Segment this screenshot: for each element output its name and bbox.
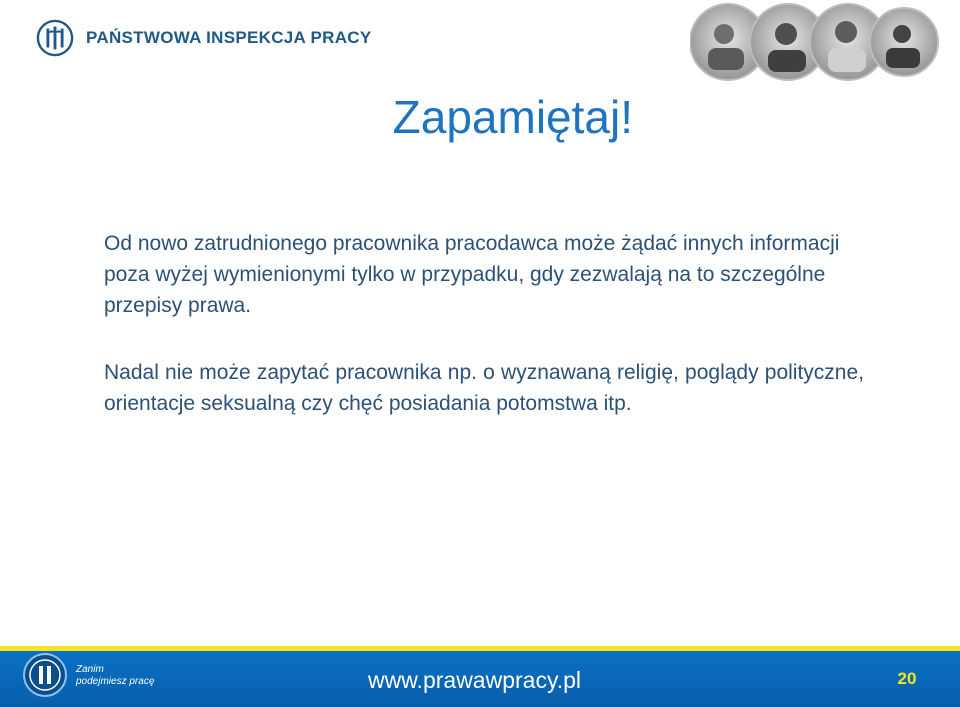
footer-logo-icon: [22, 652, 68, 698]
footer-url-link[interactable]: www.prawawpracy.pl: [368, 667, 582, 693]
header-logo: [36, 14, 372, 62]
paragraph: Nadal nie może zapytać pracownika np. o wyznawaną religię, poglądy polityczne, orientacje seksualną czy chęć posiadania potomstwa itp.: [104, 361, 864, 415]
org-name: PAŃSTWOWA INSPEKCJA PRACY: [86, 28, 372, 47]
photo-circle: [870, 8, 938, 76]
pip-logo-icon: [36, 19, 74, 57]
slide-title: Zapamiętaj!: [392, 91, 633, 143]
page-number: 20: [897, 669, 917, 688]
footer-tagline-line: podejmiesz pracę: [76, 676, 155, 687]
footer-tagline-line: Zanim: [76, 664, 104, 675]
footer-tagline: [76, 664, 154, 688]
paragraph: Od nowo zatrudnionego pracownika pracodawca może żądać innych informacji poza wyżej wymienionymi tylko w przypadku, gdy zezwalają na to szczególne przepisy prawa.: [104, 232, 840, 317]
photo-strip: [690, 0, 940, 84]
